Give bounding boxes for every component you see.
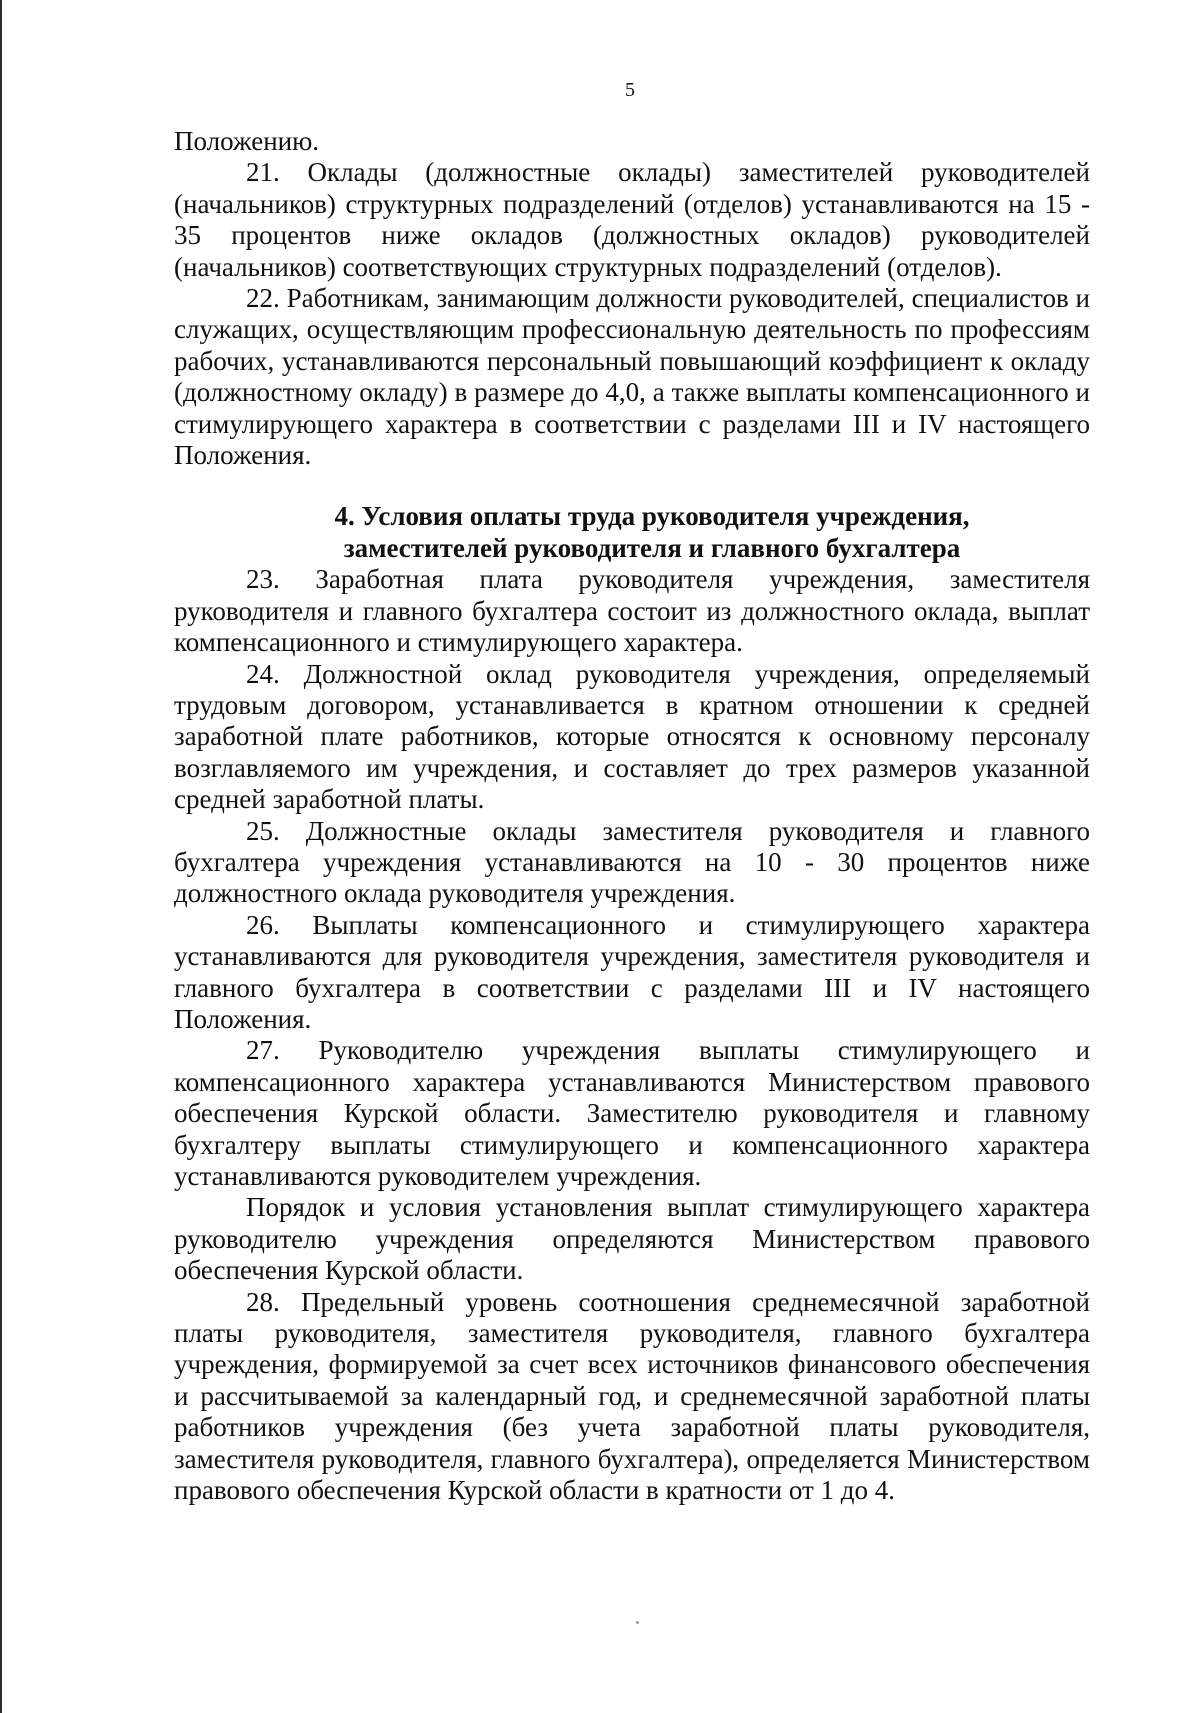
paragraph-21: 21. Оклады (должностные оклады) заместителей руководителей (начальников) структурных подразделений (отделов) устанавливаются на 15 - 35 процентов ниже окладов (должностных окладов) руководителей (начальников) соответствующих структурных подразделений (отделов). (174, 157, 1090, 282)
paragraph-25: 25. Должностные оклады заместителя руководителя и главного бухгалтера учреждения устанавливаются на 10 - 30 процентов ниже должностного оклада руководителя учреждения. (174, 815, 1090, 909)
paragraph-24: 24. Должностной оклад руководителя учреждения, определяемый трудовым договором, устанавливается в кратном отношении к средней заработной плате работников, которые относятся к основному персоналу возглавляемого им учреждения, и составляет до трех размеров указанной средней заработной платы. (174, 658, 1090, 815)
paragraph-23: 23. Заработная плата руководителя учреждения, заместителя руководителя и главного бухгалтера состоит из должностного оклада, выплат компенсационного и стимулирующего характера. (174, 564, 1090, 658)
page-left-edge (0, 0, 2, 1713)
section-spacer (174, 471, 1090, 501)
paragraph-28: 28. Предельный уровень соотношения среднемесячной заработной платы руководителя, заместителя руководителя, главного бухгалтера учреждения, формируемой за счет всех источников финансового обеспечения и рассчитываемой за календарный год, и среднемесячной заработной платы работников учреждения (без учета заработной платы руководителя, заместителя руководителя, главного бухгалтера), определяется Министерством правового обеспечения Курской области в кратности от 1 до 4. (174, 1286, 1090, 1506)
scan-speck (636, 1621, 639, 1624)
page-number: 5 (625, 79, 635, 101)
paragraph-26: 26. Выплаты компенсационного и стимулирующего характера устанавливаются для руководителя учреждения, заместителя руководителя и главного бухгалтера в соответствии с разделами III и IV настоящего Положения. (174, 909, 1090, 1034)
section-heading-line-1: 4. Условия оплаты труда руководителя учреждения, (334, 501, 970, 532)
paragraph-27-procedure: Порядок и условия установления выплат стимулирующего характера руководителю учреждения определяются Министерством правового обеспечения Курской области. (174, 1192, 1090, 1286)
paragraph-continuation: Положению. (174, 126, 320, 156)
document-body (174, 126, 1090, 1506)
paragraph-27: 27. Руководителю учреждения выплаты стимулирующего и компенсационного характера устанавливаются Министерством правового обеспечения Курской области. Заместителю руководителя и главному бухгалтеру выплаты стимулирующего и компенсационного характера устанавливаются руководителем учреждения. (174, 1035, 1090, 1191)
paragraph-22: 22. Работникам, занимающим должности руководителей, специалистов и служащих, осуществляющим профессиональную деятельность по профессиям рабочих, устанавливаются персональный повышающий коэффициент к окладу (должностному окладу) в размере до 4,0, а также выплаты компенсационного и стимулирующего характера в соответствии с разделами III и IV настоящего Положения. (174, 283, 1090, 471)
section-heading-line-2: заместителей руководителя и главного бухгалтера (343, 532, 961, 563)
